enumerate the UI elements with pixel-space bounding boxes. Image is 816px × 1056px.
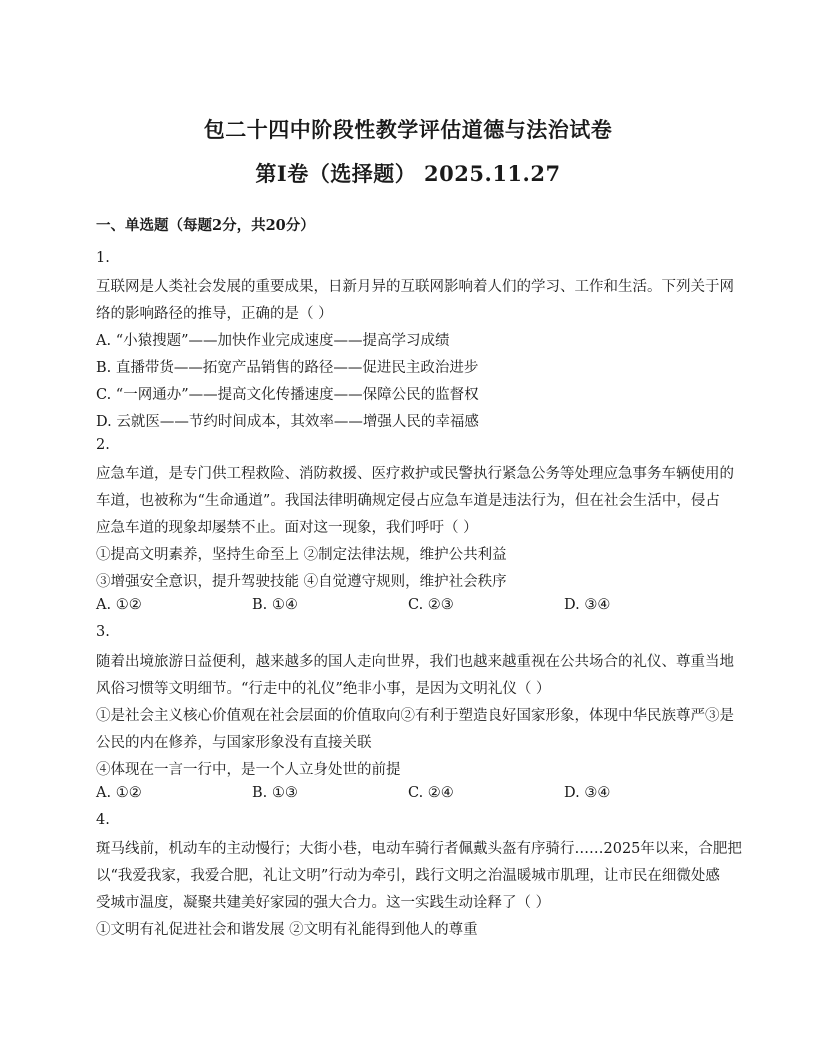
question-3-stem: 随着出境旅游日益便利，越来越多的国人走向世界，我们也越来越重视在公共场合的礼仪、尊重当地	[96, 654, 734, 670]
question-2-stem: 车道，也被称为“生命通道”。我国法律明确规定侵占应急车道是违法行为，但在社会生活中，侵占	[96, 493, 720, 509]
question-1-stem: 互联网是人类社会发展的重要成果，日新月异的互联网影响着人们的学习、工作和生活。下列关于网	[96, 279, 734, 295]
question-3-option-d: D. ③④	[564, 785, 611, 801]
question-3-option-c: C. ②④	[408, 785, 454, 801]
question-2-number: 2.	[96, 437, 110, 453]
question-2-option-d: D. ③④	[564, 597, 611, 613]
question-2-statement: ③增强安全意识，提升驾驶技能 ④自觉遵守规则，维护社会秩序	[96, 574, 507, 590]
question-4-stem: 以“我爱我家，我爱合肥，礼让文明”行动为牵引，践行文明之治温暖城市肌理，让市民在细微处感	[96, 868, 720, 884]
question-4-statement: ①文明有礼促进社会和谐发展 ②文明有礼能得到他人的尊重	[96, 922, 478, 938]
question-4-number: 4.	[96, 812, 110, 828]
question-3-number: 3.	[96, 624, 110, 640]
question-4-stem: 斑马线前，机动车的主动慢行；大街小巷，电动车骑行者佩戴头盔有序骑行……2025年以来，合肥把	[96, 841, 742, 857]
exam-title: 包二十四中阶段性教学评估道德与法治试卷	[203, 117, 613, 142]
question-2-option-c: C. ②③	[408, 597, 454, 613]
question-1-option-c: C. “一网通办”——提高文化传播速度——保障公民的监督权	[96, 387, 479, 403]
question-3-stem: 风俗习惯等文明细节。“行走中的礼仪”绝非小事，是因为文明礼仪（ ）	[96, 681, 551, 697]
question-2-statement: ①提高文明素养，坚持生命至上 ②制定法律法规，维护公共利益	[96, 547, 507, 563]
question-4-stem: 受城市温度，凝聚共建美好家园的强大合力。这一实践生动诠释了（ ）	[96, 895, 551, 911]
question-2-stem: 应急车道，是专门供工程救险、消防救援、医疗救护或民警执行紧急公务等处理应急事务车辆使用的	[96, 466, 734, 482]
question-3-statement: ①是社会主义核心价值观在社会层面的价值取向②有利于塑造良好国家形象，体现中华民族尊严③是	[96, 708, 734, 724]
question-2-option-b: B. ①④	[252, 597, 298, 613]
exam-subtitle: 第Ⅰ卷（选择题） 2025.11.27	[255, 161, 561, 186]
section-heading: 一、单选题（每题2分，共20分）	[96, 217, 315, 234]
question-1-option-b: B. 直播带货——拓宽产品销售的路径——促进民主政治进步	[96, 360, 479, 376]
question-3-statement: ④体现在一言一行中，是一个人立身处世的前提	[96, 762, 401, 778]
question-3-option-b: B. ①③	[252, 785, 298, 801]
question-3-statement: 公民的内在修养，与国家形象没有直接关联	[96, 735, 372, 751]
question-1-stem: 络的影响路径的推导，正确的是（ ）	[96, 306, 333, 322]
question-2-stem: 应急车道的现象却屡禁不止。面对这一现象，我们呼吁（ ）	[96, 520, 478, 536]
question-2-option-a: A. ①②	[96, 597, 142, 613]
question-1-number: 1.	[96, 250, 110, 266]
question-1-option-d: D. 云就医——节约时间成本，其效率——增强人民的幸福感	[96, 414, 479, 430]
question-3-option-a: A. ①②	[96, 785, 142, 801]
question-1-option-a: A. “小猿搜题”——加快作业完成速度——提高学习成绩	[96, 333, 450, 349]
